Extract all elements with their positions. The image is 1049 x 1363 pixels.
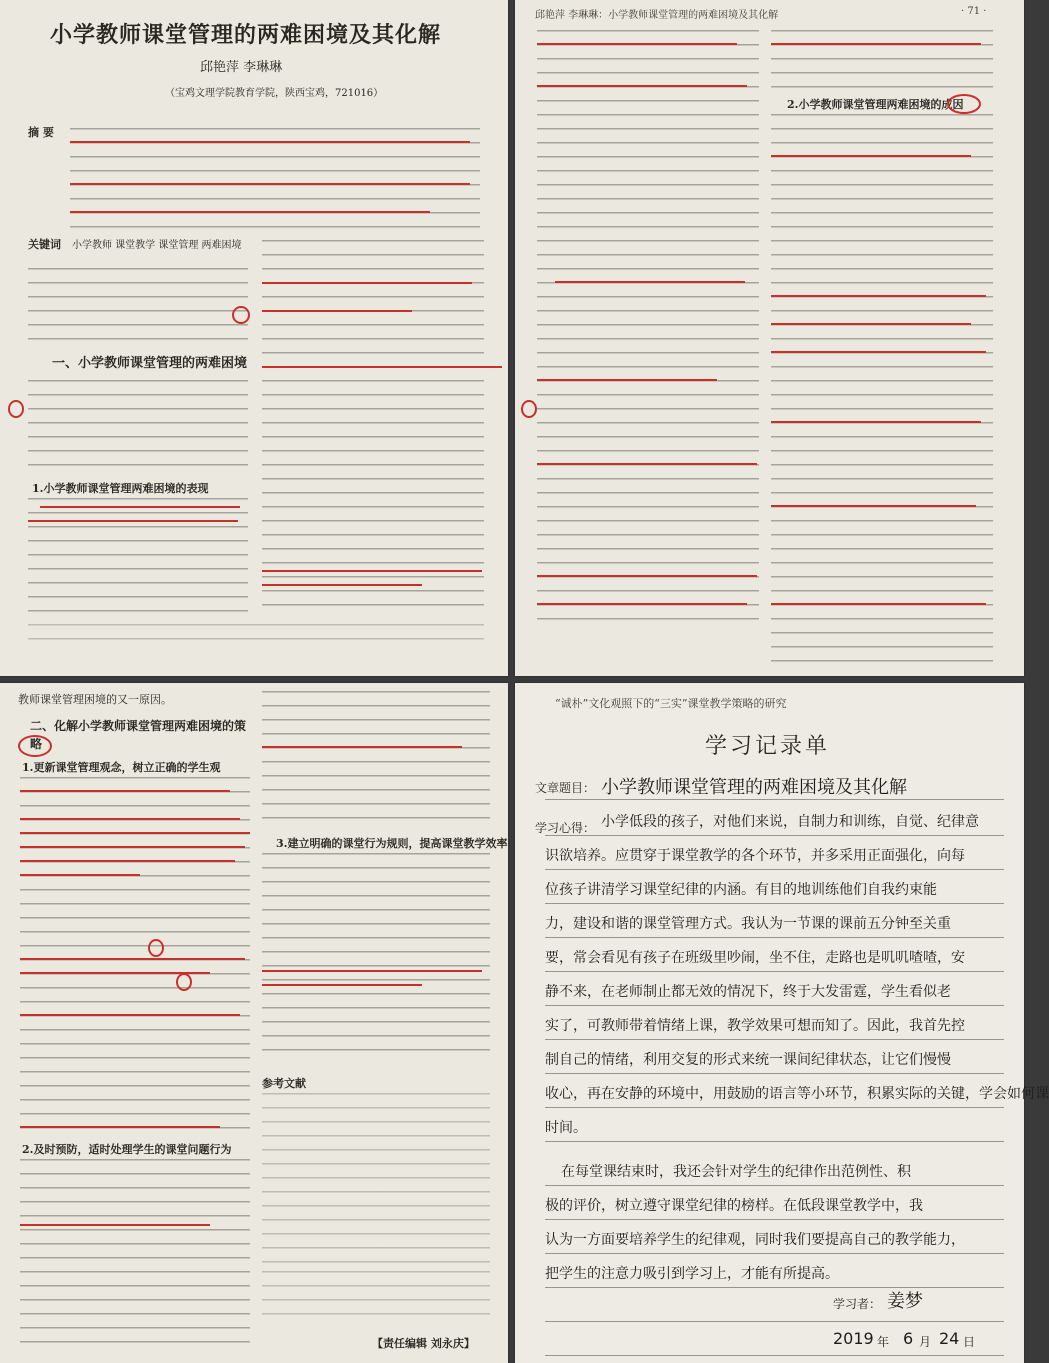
article-title-label: 文章题目： bbox=[535, 781, 596, 795]
sheet-title: 学习记录单 bbox=[705, 734, 831, 759]
red-underline bbox=[70, 141, 470, 143]
red-underline bbox=[20, 1224, 210, 1226]
red-underline bbox=[262, 310, 412, 312]
section-1-heading: 一、小学教师课堂管理的两难困境 bbox=[52, 356, 248, 371]
ruled-line bbox=[545, 1039, 1004, 1040]
body-text-col-2b bbox=[771, 114, 993, 664]
body-text-col-2b bbox=[262, 853, 490, 1063]
red-underline bbox=[40, 506, 240, 508]
body-text-col-1 bbox=[537, 30, 759, 630]
red-underline bbox=[771, 351, 986, 353]
author-bio bbox=[262, 1271, 490, 1327]
red-underline bbox=[771, 43, 981, 45]
red-underline bbox=[262, 584, 422, 586]
handwritten-note-line: 位孩子讲清学习课堂纪律的内涵。有目的地训练他们自我约束能 bbox=[545, 882, 937, 898]
red-underline bbox=[555, 281, 745, 283]
red-underline bbox=[771, 295, 986, 297]
abstract-text bbox=[70, 128, 480, 232]
handwritten-note-line: 极的评价，树立遵守课堂纪律的榜样。在低段课堂教学中，我 bbox=[545, 1198, 923, 1214]
body-text-col-1c bbox=[28, 498, 248, 613]
article-page-2 bbox=[515, 0, 1024, 676]
red-underline bbox=[771, 421, 981, 423]
red-underline bbox=[20, 958, 245, 960]
red-underline bbox=[20, 832, 250, 834]
date-month-unit: 月 bbox=[919, 1335, 932, 1349]
red-underline bbox=[771, 155, 971, 157]
responsible-editor: 【责任编辑 刘永庆】 bbox=[372, 1337, 475, 1350]
ruled-line bbox=[545, 1073, 1004, 1074]
handwritten-note-line: 小学低段的孩子，对他们来说，自制力和训练，自觉、纪律意 bbox=[601, 814, 979, 830]
date-year-unit: 年 bbox=[877, 1335, 890, 1349]
article-title-handwritten: 小学教师课堂管理的两难困境及其化解 bbox=[601, 777, 907, 798]
red-underline bbox=[28, 520, 238, 522]
handwritten-note-line: 制自己的情绪，利用交复的形式来统一课间纪律状态，让它们慢慢 bbox=[545, 1052, 951, 1068]
notes-label: 学习心得： bbox=[535, 821, 596, 835]
handwritten-note-line: 收心，再在安静的环境中，用鼓励的语言等小环节，积累实际的关键，学会如何课 bbox=[545, 1086, 1049, 1102]
sheet-header: “诚朴”文化观照下的“三实”课堂教学策略的研究 bbox=[555, 697, 787, 710]
red-underline bbox=[20, 1126, 220, 1128]
ruled-line bbox=[545, 1141, 1004, 1142]
red-underline bbox=[771, 603, 986, 605]
red-underline bbox=[262, 970, 482, 972]
red-underline bbox=[262, 366, 502, 368]
red-underline bbox=[20, 790, 230, 792]
red-underline bbox=[20, 846, 245, 848]
references-list bbox=[262, 1093, 490, 1263]
ruled-line bbox=[545, 937, 1004, 938]
ruled-line bbox=[545, 1185, 1004, 1186]
red-underline bbox=[20, 1014, 240, 1016]
date-month: 6 bbox=[903, 1329, 914, 1348]
red-circle bbox=[148, 939, 164, 957]
learner-signature: 姜梦 bbox=[887, 1291, 923, 1312]
handwritten-note-line: 力，建设和谐的课堂管理方式。我认为一节课的课前五分钟至关重 bbox=[545, 916, 951, 932]
ruled-line bbox=[545, 903, 1004, 904]
red-circle bbox=[176, 973, 192, 991]
handwritten-note-line: 认为一方面要培养学生的纪律观，同时我们要提高自己的教学能力， bbox=[545, 1232, 965, 1248]
ruled-line bbox=[545, 1107, 1004, 1108]
red-underline bbox=[537, 463, 757, 465]
keywords: 小学教师 课堂教学 课堂管理 两难困境 bbox=[72, 240, 242, 251]
section-2-heading: 二、化解小学教师课堂管理两难困境的策略 bbox=[30, 719, 247, 751]
handwritten-note-line: 实了，可教师带着情绪上课，教学效果可想而知了。因此，我首先控 bbox=[545, 1018, 965, 1034]
body-text-col-1b bbox=[20, 1159, 250, 1349]
red-underline bbox=[20, 860, 235, 862]
subsection-1-heading: 1.小学教师课堂管理两难困境的表现 bbox=[32, 482, 209, 495]
red-circle bbox=[521, 400, 537, 418]
red-underline bbox=[771, 505, 976, 507]
red-underline bbox=[537, 379, 717, 381]
red-circle bbox=[232, 306, 250, 324]
red-underline bbox=[70, 211, 430, 213]
handwritten-note-line: 在每堂课结束时，我还会针对学生的纪律作出范例性、积 bbox=[561, 1164, 911, 1180]
strategy-1-heading: 1.更新课堂管理观念，树立正确的学生观 bbox=[22, 761, 221, 774]
article-page-1 bbox=[0, 0, 508, 676]
ruled-line bbox=[545, 835, 1004, 836]
body-text-col-1a bbox=[28, 268, 248, 348]
strategy-2-heading: 2.及时预防，适时处理学生的课堂问题行为 bbox=[22, 1143, 232, 1156]
abstract-label: 摘 要 bbox=[28, 126, 54, 139]
red-underline bbox=[20, 818, 240, 820]
running-header: 邱艳萍 李琳琳：小学教师课堂管理的两难困境及其化解 bbox=[535, 10, 779, 21]
red-circle bbox=[947, 94, 981, 114]
red-underline bbox=[262, 746, 462, 748]
date-day-unit: 日 bbox=[963, 1335, 976, 1349]
date-day: 24 bbox=[939, 1329, 960, 1348]
red-underline bbox=[537, 85, 747, 87]
red-underline bbox=[262, 282, 472, 284]
red-underline bbox=[262, 570, 482, 572]
handwritten-note-line: 要，常会看见有孩子在班级里吵闹，坐不住，走路也是叽叽喳喳，安 bbox=[545, 950, 965, 966]
red-underline bbox=[20, 874, 140, 876]
handwritten-note-line: 把学生的注意力吸引到学习上，才能有所提高。 bbox=[545, 1266, 839, 1282]
red-underline bbox=[262, 984, 422, 986]
learning-record-sheet bbox=[515, 683, 1049, 1363]
ruled-line bbox=[545, 869, 1004, 870]
article-affiliation: （宝鸡文理学院教育学院，陕西宝鸡，721016） bbox=[165, 88, 384, 99]
red-circle bbox=[8, 400, 24, 418]
ruled-line bbox=[545, 1005, 1004, 1006]
ruled-line bbox=[545, 1219, 1004, 1220]
handwritten-note-line: 时间。 bbox=[545, 1120, 587, 1136]
body-text-col-2 bbox=[262, 240, 484, 612]
red-underline bbox=[537, 575, 757, 577]
article-page-3 bbox=[0, 683, 508, 1363]
article-title: 小学教师课堂管理的两难困境及其化解 bbox=[50, 22, 442, 48]
continuation-line: 教师课堂管理困境的又一原因。 bbox=[18, 693, 172, 706]
ruled-line bbox=[545, 1321, 1004, 1322]
red-underline bbox=[70, 183, 470, 185]
ruled-line bbox=[545, 1287, 1004, 1288]
ruled-line bbox=[545, 971, 1004, 972]
footnote-text bbox=[28, 624, 484, 652]
page-number: · 71 · bbox=[961, 6, 987, 17]
red-circle-strategy bbox=[18, 735, 52, 757]
body-text-col-2a bbox=[262, 691, 490, 831]
body-text-col-1b bbox=[28, 380, 248, 476]
ruled-line bbox=[545, 1253, 1004, 1254]
references-title: 参考文献 bbox=[262, 1077, 306, 1090]
strategy-3-heading: 3.建立明确的课堂行为规则，提高课堂教学效率 bbox=[276, 837, 508, 850]
handwritten-note-line: 静不来，在老师制止都无效的情况下，终于大发雷霆，学生看似老 bbox=[545, 984, 951, 1000]
red-underline bbox=[537, 603, 747, 605]
red-underline bbox=[771, 323, 971, 325]
keywords-label: 关键词 bbox=[28, 238, 61, 251]
learner-label: 学习者： bbox=[833, 1297, 882, 1311]
red-underline bbox=[537, 43, 737, 45]
article-authors: 邱艳萍 李琳琳 bbox=[200, 60, 283, 75]
body-text-col-1a bbox=[20, 777, 250, 1137]
subsection-2-heading: 2.小学教师课堂管理两难困境的成因 bbox=[787, 98, 964, 111]
handwritten-note-line: 识欲培养。应贯穿于课堂教学的各个环节，并多采用正面强化，向每 bbox=[545, 848, 965, 864]
date-year: 2019 bbox=[833, 1329, 874, 1348]
ruled-line bbox=[545, 1355, 1004, 1356]
ruled-line bbox=[545, 799, 1004, 800]
body-text-col-2a bbox=[771, 30, 993, 92]
